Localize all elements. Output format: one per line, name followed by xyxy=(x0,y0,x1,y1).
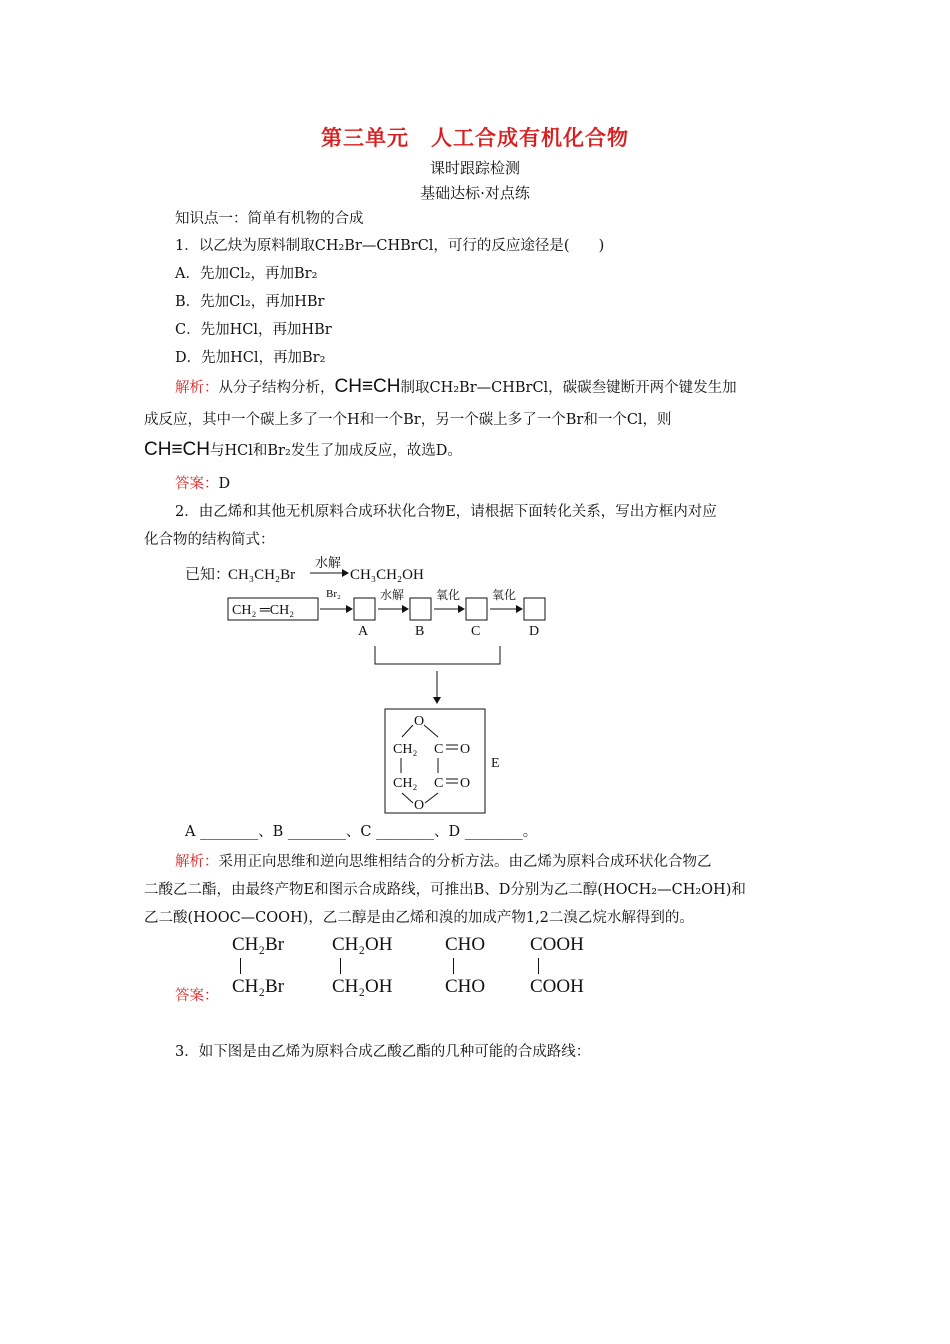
q2-answer-structures xyxy=(232,930,612,1002)
q2-stem-line1: 2．由乙烯和其他无机原料合成环状化合物E，请根据下面转化关系，写出方框内对应 xyxy=(175,504,717,520)
subtitle-tracking: 课时跟踪检测 xyxy=(429,159,520,177)
q2-analysis-line3: 乙二酸(HOOC—COOH)，乙二醇是由乙烯和溴的加成产物1,2二溴乙烷水解得到的。 xyxy=(144,910,694,926)
bond-o-ch2-top xyxy=(402,725,413,737)
arrow-oxidation-label-2: 氧化 xyxy=(492,588,517,602)
q2-blanks: A ________、B ________、C ________、D ________。 xyxy=(185,824,538,840)
box-b-label: B xyxy=(415,624,425,639)
answer-c-bond xyxy=(453,958,454,974)
arrow-to-c-head xyxy=(458,605,465,613)
q1-formula-2: CH≡CH xyxy=(144,439,210,460)
q1-analysis-label: 解析： xyxy=(175,380,219,396)
q1-analysis xyxy=(144,373,806,402)
q2-analysis-line2: 二酸乙二酯，由最终产物E和图示合成路线，可推出B、D分别为乙二醇(HOCH₂—CH₂OH)和 xyxy=(144,882,746,898)
ring-o-carbonyl-top: O xyxy=(460,742,471,757)
q3-stem: 3．如下图是由乙烯为原料合成乙酸乙酯的几种可能的合成路线： xyxy=(175,1044,591,1060)
answer-a-bottom: CH₂Br xyxy=(232,976,285,997)
box-b xyxy=(410,598,431,620)
q1-formula-1: CH≡CH xyxy=(334,376,401,397)
q1-answer-label: 答案： xyxy=(175,476,219,492)
arrow-hydrolysis-label: 水解 xyxy=(380,588,405,602)
q1-option-c: C．先加HCl，再加HBr xyxy=(175,322,332,338)
ring-o-top: O xyxy=(414,714,425,729)
bond-ch2-o-bottom xyxy=(402,793,413,803)
arrow-to-b-head xyxy=(402,605,409,613)
compound-e-label: E xyxy=(491,756,500,771)
page-title: 第三单元 人工合成有机化合物 xyxy=(321,125,629,150)
start-compound: CH₂ ═CH₂ xyxy=(232,603,295,618)
q1-answer xyxy=(175,472,230,493)
bond-o-c-top xyxy=(424,725,438,737)
arrow-br2-label: Br₂ xyxy=(326,588,341,600)
box-d xyxy=(524,598,545,620)
ring-ch2-top: CH₂ xyxy=(393,742,418,757)
ring-ch2-bottom: CH₂ xyxy=(393,776,418,791)
answer-d-top: COOH xyxy=(530,934,584,955)
q1-analysis-p3: 与HCl和Br₂发生了加成反应，故选D。 xyxy=(209,443,462,459)
box-c xyxy=(466,598,487,620)
join-bracket xyxy=(375,646,500,664)
q1-analysis-line2: 成反应，其中一个碳上多了一个H和一个Br，另一个碳上多了一个Br和一个Cl，则 xyxy=(144,412,672,428)
box-d-label: D xyxy=(529,624,540,639)
q1-option-d: D．先加HCl，再加Br₂ xyxy=(175,350,326,366)
ring-o-bottom: O xyxy=(414,798,425,813)
answer-d-bottom: COOH xyxy=(530,976,584,997)
arrow-to-a-head xyxy=(346,605,353,613)
q2-stem-line2: 化合物的结构简式： xyxy=(144,532,275,548)
q2-analysis-label: 解析： xyxy=(175,854,219,870)
q1-stem: 1．以乙炔为原料制取CH₂Br—CHBrCl，可行的反应途径是( ) xyxy=(175,238,605,254)
answer-c-bottom: CHO xyxy=(445,976,486,997)
known-arrow-head xyxy=(342,569,349,577)
q1-analysis-p1b: 制取CH₂Br—CHBrCl，碳碳叁键断开两个键发生加 xyxy=(400,380,737,396)
synthesis-diagram xyxy=(180,553,580,823)
q1-analysis-p1a: 从分子结构分析， xyxy=(218,380,335,396)
ring-c-top: C xyxy=(434,742,444,757)
q1-option-a: A．先加Cl₂，再加Br₂ xyxy=(175,266,318,282)
answer-a-bond xyxy=(240,958,241,974)
answer-b-bottom: CH₂OH xyxy=(332,976,393,997)
known-arrow-label: 水解 xyxy=(315,555,342,570)
q2-answer-label: 答案： xyxy=(175,988,219,1004)
answer-c-top: CHO xyxy=(445,934,486,955)
box-a-label: A xyxy=(358,624,369,639)
q1-answer-value: D xyxy=(218,476,231,492)
answer-d-bond xyxy=(538,958,539,974)
known-reactant: CH₃CH₂Br xyxy=(228,567,296,583)
q2-analysis xyxy=(144,848,806,876)
known-label: 已知： xyxy=(185,567,231,583)
bond-c-o-bottom xyxy=(425,793,438,803)
q1-option-b: B．先加Cl₂，再加HBr xyxy=(175,294,325,310)
compound-e-box xyxy=(385,709,485,813)
q2-analysis-p1: 采用正向思维和逆向思维相结合的分析方法。由乙烯为原料合成环状化合物乙 xyxy=(218,854,712,870)
arrow-to-d-head xyxy=(516,605,523,613)
answer-b-top: CH₂OH xyxy=(332,934,393,955)
box-a xyxy=(354,598,375,620)
subtitle-practice: 基础达标·对点练 xyxy=(420,184,530,202)
section-heading: 知识点一：简单有机物的合成 xyxy=(175,211,364,227)
q1-analysis-line3 xyxy=(144,436,806,465)
arrow-to-e-head xyxy=(433,697,441,704)
answer-a-top: CH₂Br xyxy=(232,934,285,955)
known-product: CH₃CH₂OH xyxy=(350,567,424,583)
ring-c-bottom: C xyxy=(434,776,444,791)
answer-b-bond xyxy=(340,958,341,974)
arrow-oxidation-label-1: 氧化 xyxy=(436,588,461,602)
ring-o-carbonyl-bottom: O xyxy=(460,776,471,791)
box-c-label: C xyxy=(471,624,481,639)
